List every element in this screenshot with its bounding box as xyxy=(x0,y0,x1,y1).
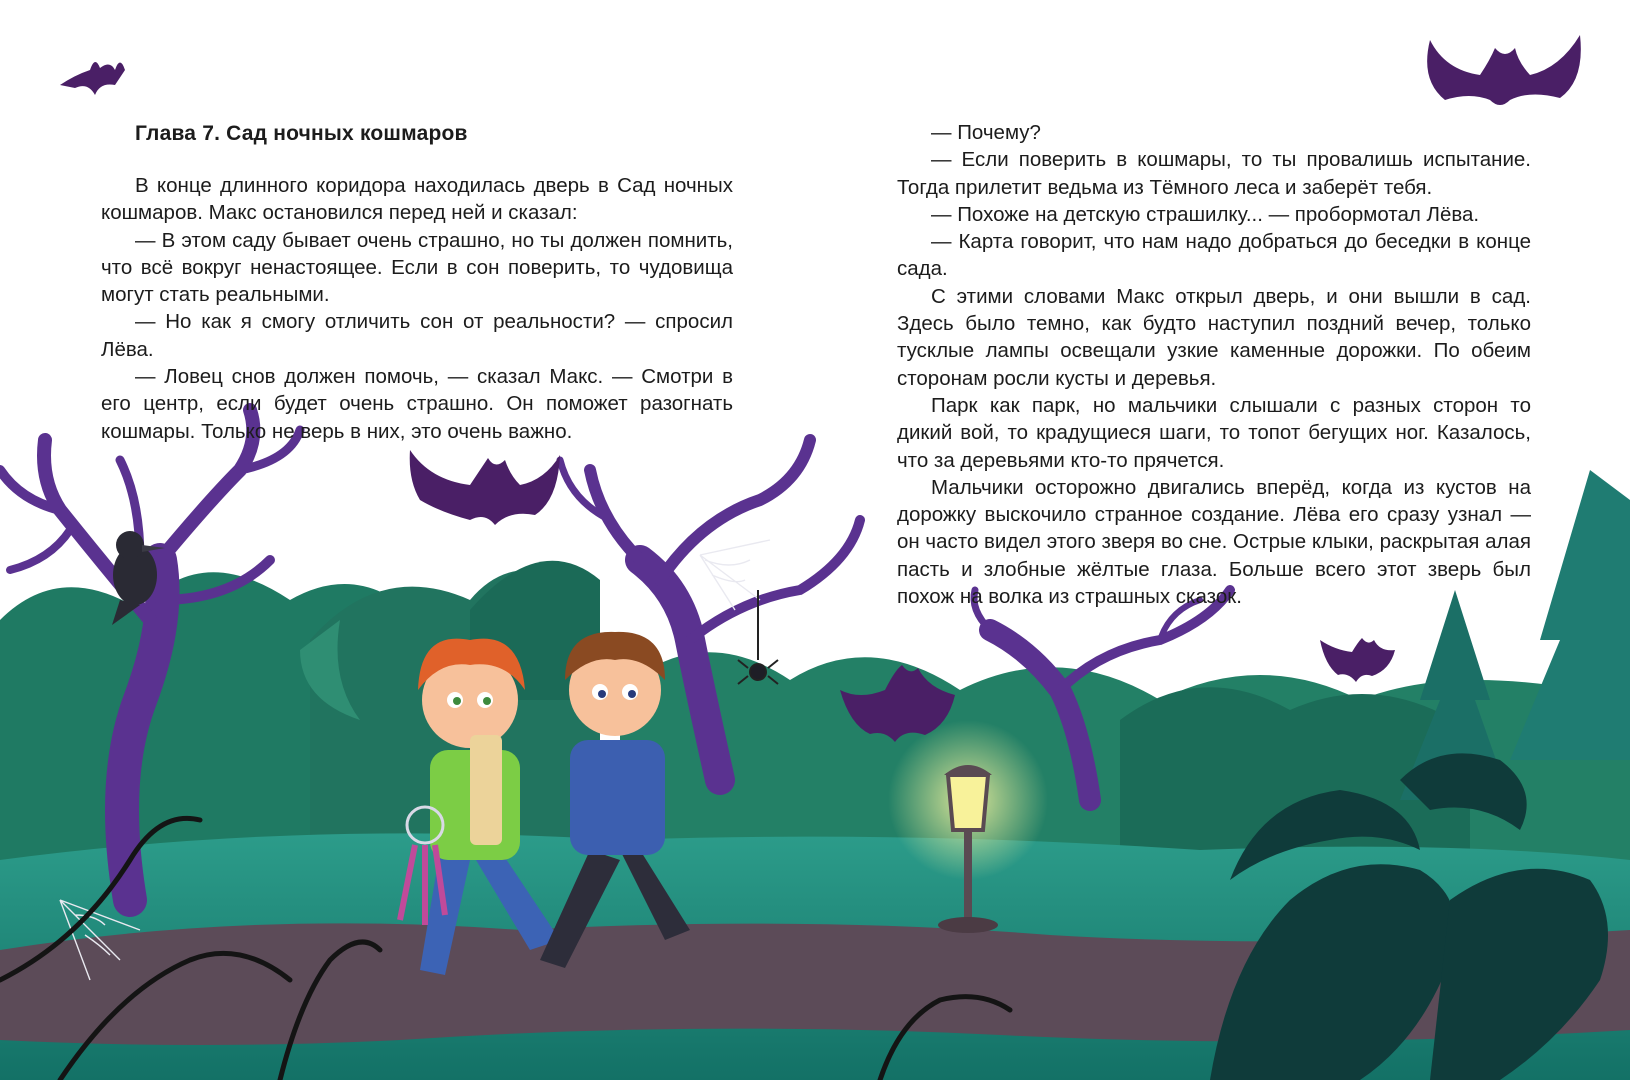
paragraph: — Почему? xyxy=(931,121,1041,144)
paragraph: С этими словами Макс открыл дверь, и они вышли в сад. Здесь было темно, как будто наступил поздний вечер, только тусклые лампы освещали узкие каменные дорожки. По обеим сторонам росли кусты и деревья. xyxy=(897,284,1531,390)
bat-icon xyxy=(1427,35,1581,105)
bat-icon xyxy=(60,62,125,95)
bat-icon xyxy=(410,450,560,525)
bat-icon xyxy=(1320,638,1395,682)
paragraph: — Ловец снов должен помочь, — сказал Макс. — Смотри в его центр, если будет очень страшно. Он поможет разогнать кошмары. Только не верь в них, это очень важно. xyxy=(101,365,733,443)
paragraph: — Карта говорит, что нам надо добраться до беседки в конце сада. xyxy=(897,230,1531,281)
paragraph: — Но как я смогу отличить сон от реальности? — спросил Лёва. xyxy=(101,310,733,361)
paragraph: Парк как парк, но мальчики слышали с разных сторон то дикий вой, то крадущиеся шаги, то топот бегущих ног. Казалось, что за деревьями кто-то прячется. xyxy=(897,393,1531,472)
paragraph: — Если поверить в кошмары, то ты провалишь испытание. Тогда прилетит ведьма из Тёмного леса и заберёт тебя. xyxy=(897,148,1531,199)
chapter-title: Глава 7. Сад ночных кошмаров xyxy=(135,122,468,145)
paragraph: Мальчики осторожно двигались вперёд, когда из кустов на дорожку выскочило странное создание. Лёва его сразу узнал — он часто видел этого зверя во сне. Острые клыки, раскрытая алая пасть и злобные жёлтые глаза. Больше всего этот зверь был похож на волка из страшных сказок. xyxy=(897,475,1531,609)
paragraph: В конце длинного коридора находилась дверь в Сад ночных кошмаров. Макс остановился перед ней и сказал: xyxy=(101,174,733,225)
right-text-column xyxy=(897,119,1531,610)
left-text-column xyxy=(101,172,733,445)
paragraph: — В этом саду бывает очень страшно, но ты должен помнить, что всё вокруг ненастоящее. Если в сон поверить, то чудовища могут стать реальными. xyxy=(101,228,733,307)
paragraph: — Похоже на детскую страшилку... — пробормотал Лёва. xyxy=(931,202,1480,226)
